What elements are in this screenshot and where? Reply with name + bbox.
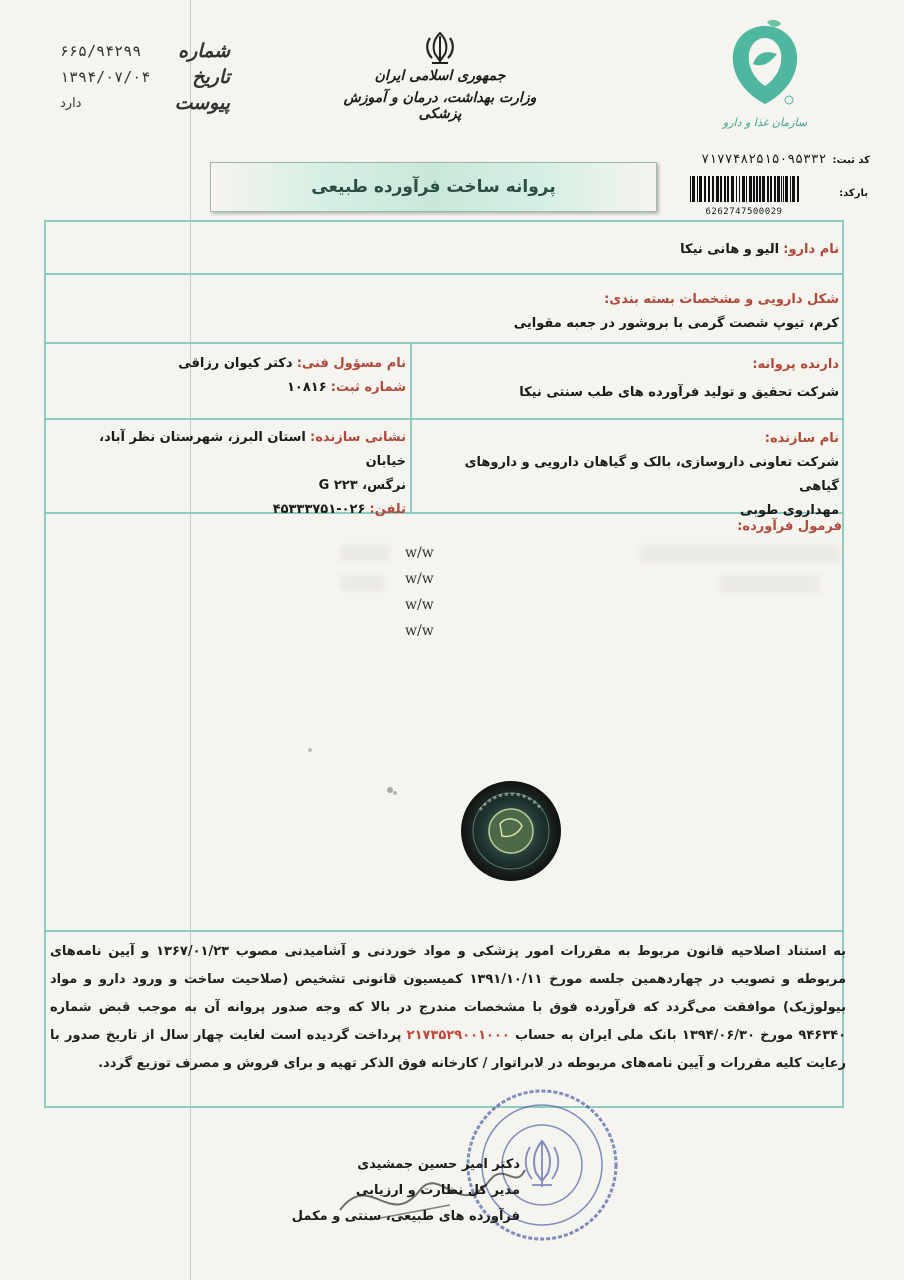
redacted-amount: [340, 575, 385, 591]
barcode: [688, 176, 800, 217]
redacted-amount: [340, 545, 390, 561]
license-holder-field: [429, 353, 839, 405]
drug-name-field: [139, 238, 839, 262]
drug-name-label: نام دارو:: [783, 242, 839, 257]
registration-number-value: ۱۰۸۱۶: [286, 380, 327, 395]
fda-name: سازمان غذا و دارو: [722, 116, 808, 129]
formula-label: فرمول فرآورده:: [737, 519, 842, 534]
row-divider: [44, 342, 844, 344]
dosage-form-field: [139, 288, 839, 336]
manufacturer-value-line2: مهداروی طوبی: [739, 503, 839, 518]
formula-unit: w/w: [405, 623, 434, 639]
address-label: نشانی سازنده:: [310, 430, 406, 445]
fda-logo-icon: [723, 18, 807, 108]
republic-name: جمهوری اسلامی ایران: [374, 68, 506, 84]
technical-manager-label: نام مسؤول فنی:: [296, 356, 406, 371]
manufacturer-value-line1: شرکت تعاونی داروسازی، بالک و گیاهان دارویی و داروهای گیاهی: [464, 455, 839, 494]
date-row: [60, 64, 230, 90]
reference-block: [60, 38, 230, 116]
redacted-ingredient: [720, 575, 820, 593]
document-title: پروانه ساخت فرآورده طبیعی: [311, 177, 556, 197]
formula-list: [405, 545, 485, 649]
column-divider: [410, 342, 412, 514]
formula-unit: w/w: [405, 597, 434, 613]
barcode-bars-icon: [688, 176, 800, 202]
title-banner: [210, 162, 657, 212]
account-number: ۲۱۷۳۵۲۹۰۰۱۰۰۰: [406, 1028, 510, 1043]
signatory-title-line1: مدیر کل نظارت و ارزیابی: [355, 1183, 520, 1198]
license-statement: [50, 938, 846, 1078]
number-label: شماره: [178, 40, 230, 62]
date-value: ۱۳۹۴/۰۷/۰۴: [60, 68, 151, 86]
manufacturer-field: [429, 427, 839, 523]
signature-block: [280, 1152, 520, 1230]
row-divider: [44, 273, 844, 275]
dosage-form-label: شکل دارویی و مشخصات بسته بندی:: [604, 292, 839, 307]
paper-smudge: [300, 745, 420, 805]
ministry-name: وزارت بهداشت، درمان و آموزش پزشکی: [343, 90, 537, 122]
address-value-line2: نرگس، G ۲۲۳: [318, 478, 406, 493]
row-divider: [44, 418, 844, 420]
formula-unit: w/w: [405, 571, 434, 587]
fda-logo: [715, 18, 815, 129]
license-holder-value: شرکت تحقیق و تولید فرآورده های طب سنتی نیکا: [519, 385, 839, 400]
technical-manager-value: دکتر کیوان رزاقی: [178, 356, 293, 371]
code-label: کد ثبت:: [832, 155, 870, 166]
statement-text: به استناد اصلاحیه قانون مربوط به مقررات امور پزشکی و مواد خوردنی و آشامیدنی مصوب ۱۳۶۷/۰۱/۲۳ و آیین نامه‌های مربوطه و تصویب در چهاردهمین جلسه مورخ ۱۳۹۱/۱۰/۱۱ کمیسیون قانونی تشخیص (صلاحیت ساخت و ورود دارو و مواد بیولوژیک) موافقت می‌گردد که فرآورده فوق با مشخصات مندرج در بالا که وجه صدور پروانه آن به موجب قبض شماره ۹۴۶۳۴۰ مورخ ۱۳۹۴/۰۶/۳۰ بانک ملی ایران به حساب: [50, 944, 847, 1043]
dosage-form-value: کرم، تیوپ شصت گرمی با بروشور در جعبه مقوایی: [513, 316, 839, 331]
technical-manager-field: [66, 352, 406, 400]
attachment-value: دارد: [60, 95, 82, 111]
date-label: تاریخ: [192, 66, 230, 88]
address-value-line1: استان البرز، شهرستان نظر آباد، خیابان: [99, 430, 406, 469]
national-emblem-icon: [420, 30, 460, 66]
attachment-row: [60, 90, 230, 116]
manufacturer-address-field: [61, 426, 406, 522]
formula-unit: w/w: [405, 545, 434, 561]
row-divider: [44, 930, 844, 932]
registration-code: [660, 152, 870, 167]
phone-value: ۰۲۶-۴۵۳۳۳۷۵۱: [272, 502, 366, 517]
hologram-seal-icon: [460, 780, 562, 882]
registration-number-label: شماره ثبت:: [330, 380, 406, 395]
signatory-title-line2: فرآورده های طبیعی، سنتی و مکمل: [291, 1209, 520, 1224]
phone-label: تلفن:: [369, 502, 406, 517]
redacted-ingredient: [640, 545, 840, 563]
statement-text-continued: پرداخت گردیده است لغایت چهار سال از تاریخ صدور با رعایت کلیه مقررات و آیین نامه‌های مربوطه در لابراتوار / کارخانه فوق الذکر تهیه و برای فروش و مصرف توزیع گردد.: [50, 1028, 846, 1071]
number-row: [60, 38, 230, 64]
barcode-label: بارکد:: [839, 188, 868, 199]
signatory-name: دکتر امیر حسین جمشیدی: [357, 1157, 520, 1172]
manufacturer-label: نام سازنده:: [764, 431, 839, 446]
number-value: ۶۶۵/۹۴۲۹۹: [60, 42, 142, 60]
drug-name-value: الیو و هانی نیکا: [680, 242, 780, 257]
code-value: ۷۱۷۷۴۸۲۵۱۵۰۹۵۳۳۲: [701, 152, 827, 167]
attachment-label: پیوست: [174, 92, 230, 114]
ministry-header: [330, 30, 550, 122]
barcode-number: 6262747500029: [705, 207, 783, 217]
license-holder-label: دارنده پروانه:: [752, 357, 839, 372]
